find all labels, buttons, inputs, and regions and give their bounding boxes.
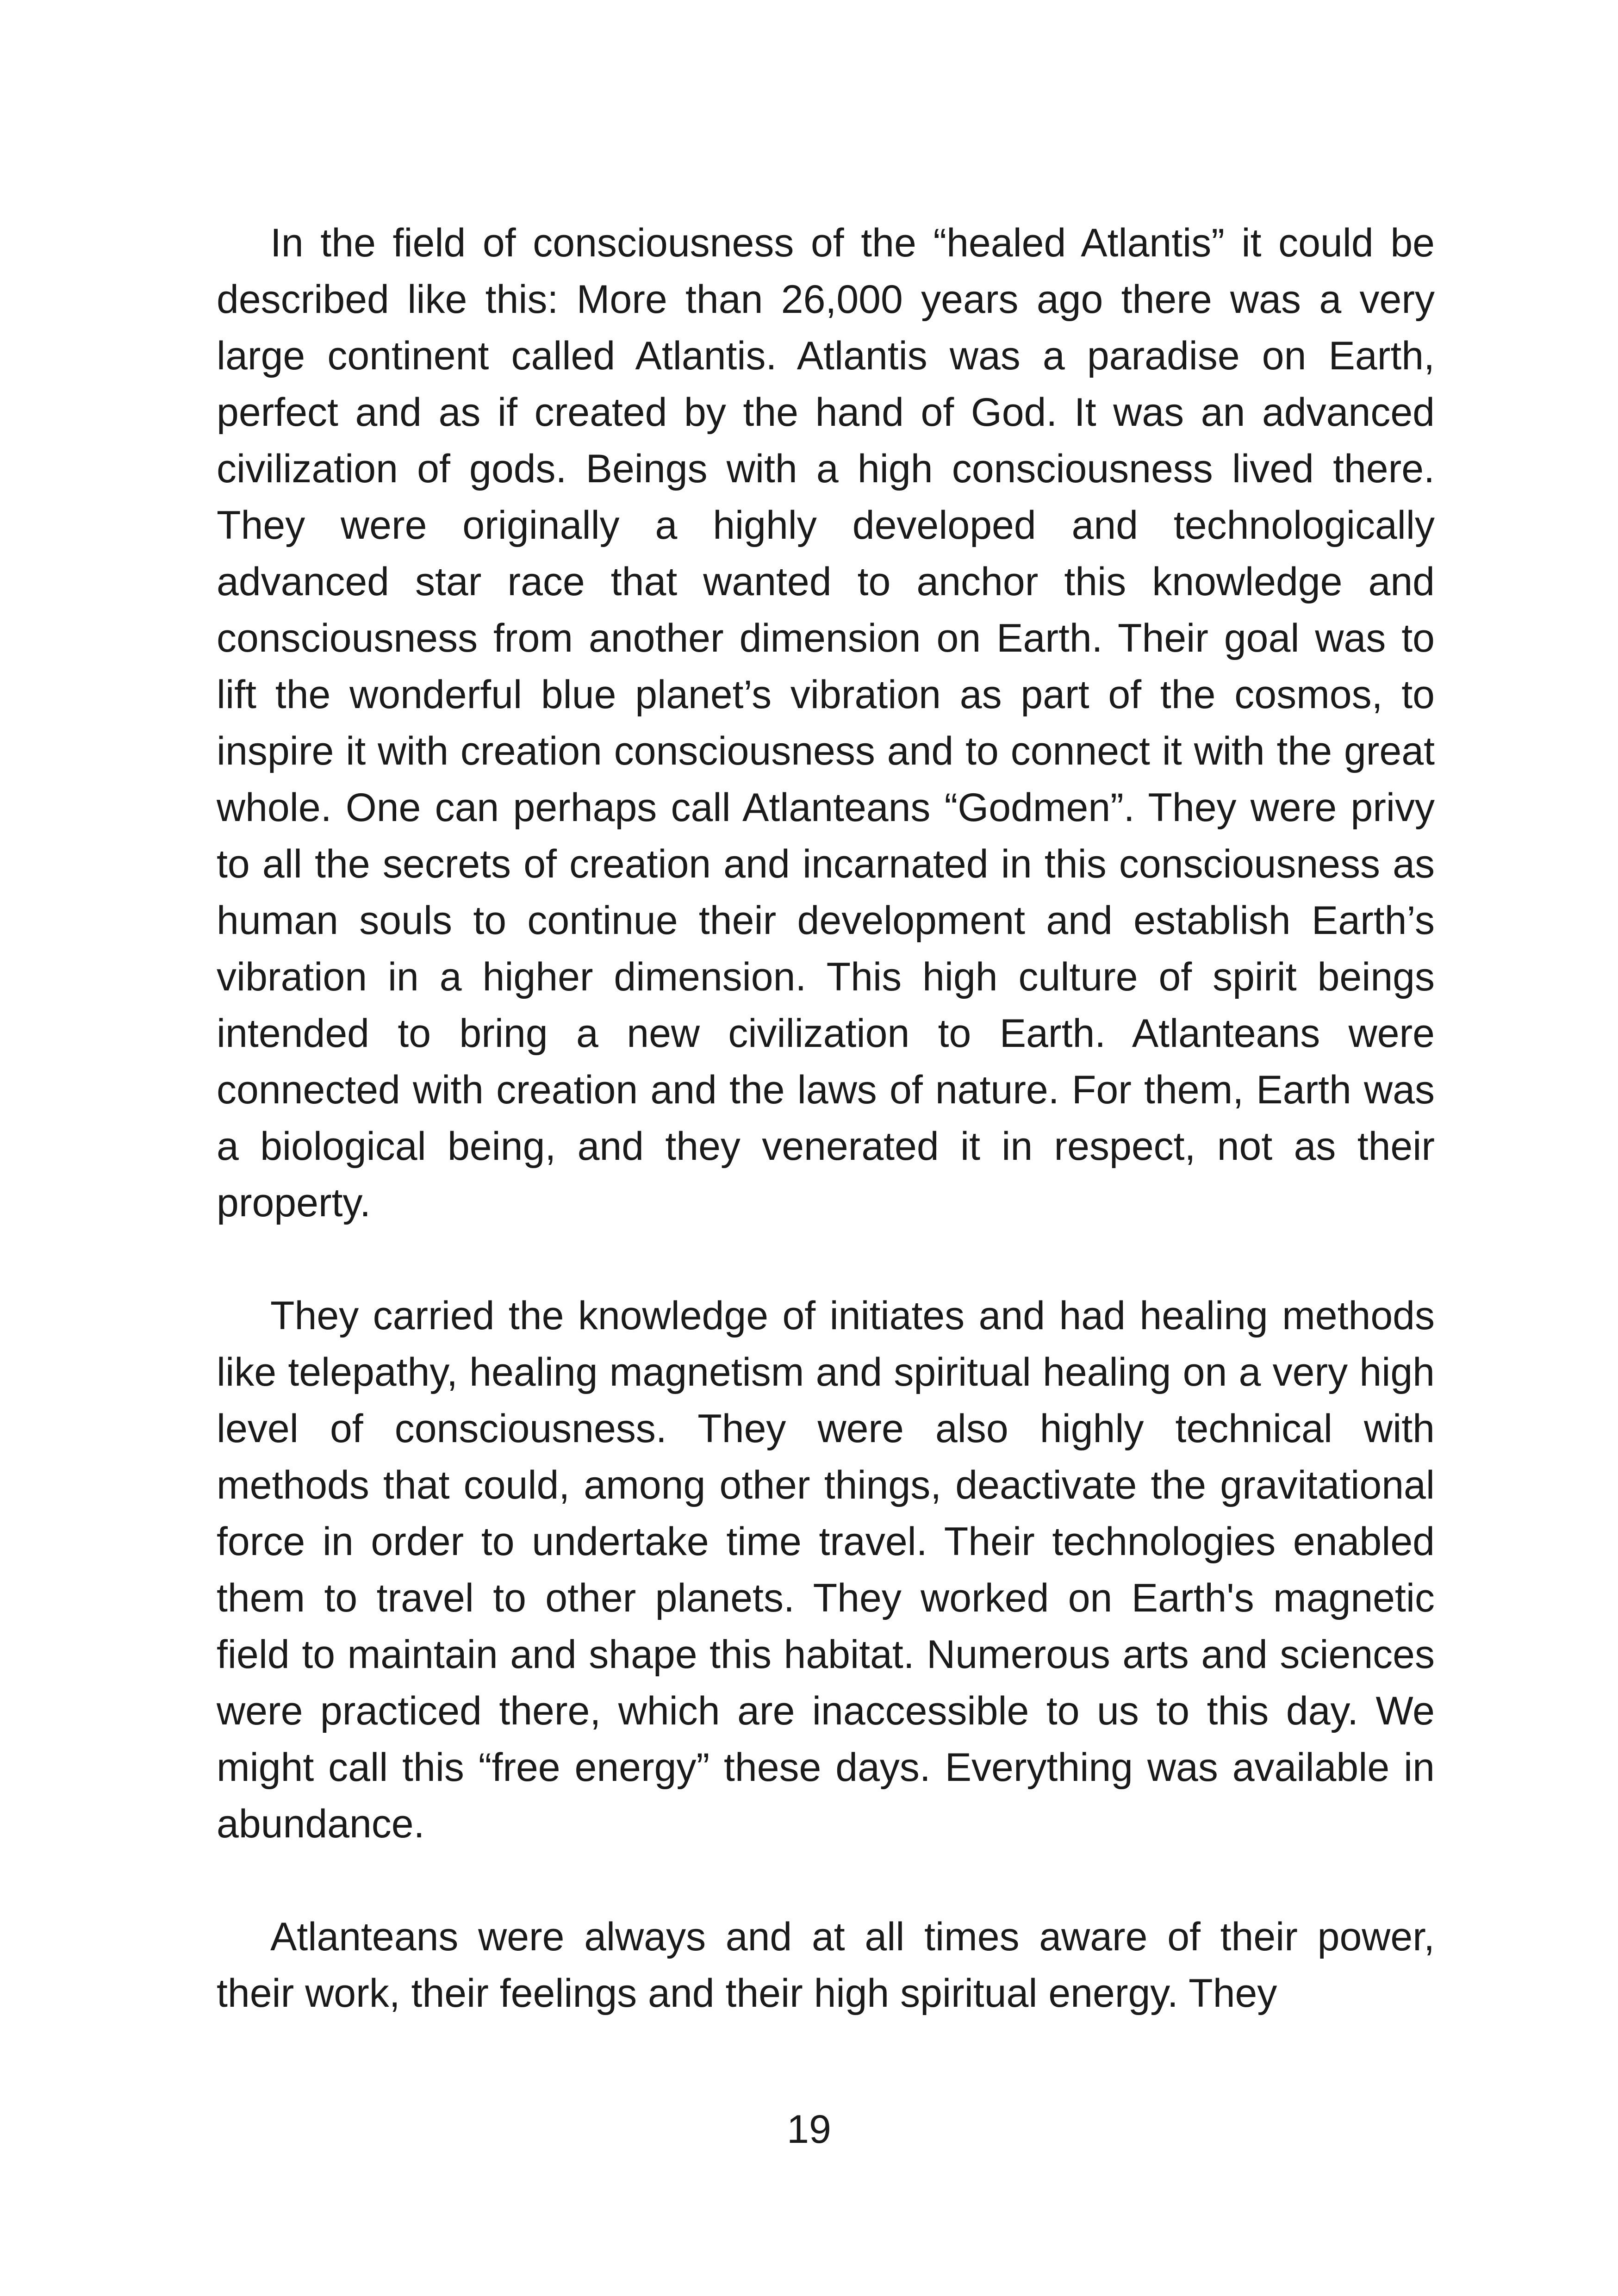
paragraph-2: They carried the knowledge of initiates and had healing methods like telepathy, healing magnetism and spiritual healing on a very high level of consciousness. They were also highly technical with methods that could, among other things, deactivate the gravitational force in order to undertake time travel. Their technologies enabled them to travel to other planets. They worked on Earth's magnetic field to maintain and shape this habitat. Numerous arts and sciences were practiced there, which are inaccessible to us to this day. We might call this “free energy” these days. Everything was available in abundance.: [217, 1294, 1435, 1846]
body-text: [217, 215, 1435, 2022]
paragraph-1: In the field of consciousness of the “healed Atlantis” it could be described like this: More than 26,000 years ago there was a very large continent called Atlantis. Atlantis was a paradise on Earth, perfect and as if created by the hand of God. It was an advanced civilization of gods. Beings with a high consciousness lived there. They were originally a highly developed and technologically advanced star race that wanted to anchor this knowledge and consciousness from another dimension on Earth. Their goal was to lift the wonderful blue planet’s vibration as part of the cosmos, to inspire it with creation consciousness and to connect it with the great whole. One can perhaps call Atlanteans “Godmen”. They were privy to all the secrets of creation and incarnated in this consciousness as human souls to continue their development and establish Earth’s vibration in a higher dimension. This high culture of spirit beings intended to bring a new civilization to Earth. Atlanteans were connected with creation and the laws of nature. For them, Earth was a biological being, and they venerated it in respect, not as their property.: [217, 221, 1435, 1225]
paragraph-3: Atlanteans were always and at all times aware of their power, their work, their feelings and their high spiritual energy. They: [217, 1915, 1435, 2016]
page-number: 19: [787, 2107, 831, 2152]
